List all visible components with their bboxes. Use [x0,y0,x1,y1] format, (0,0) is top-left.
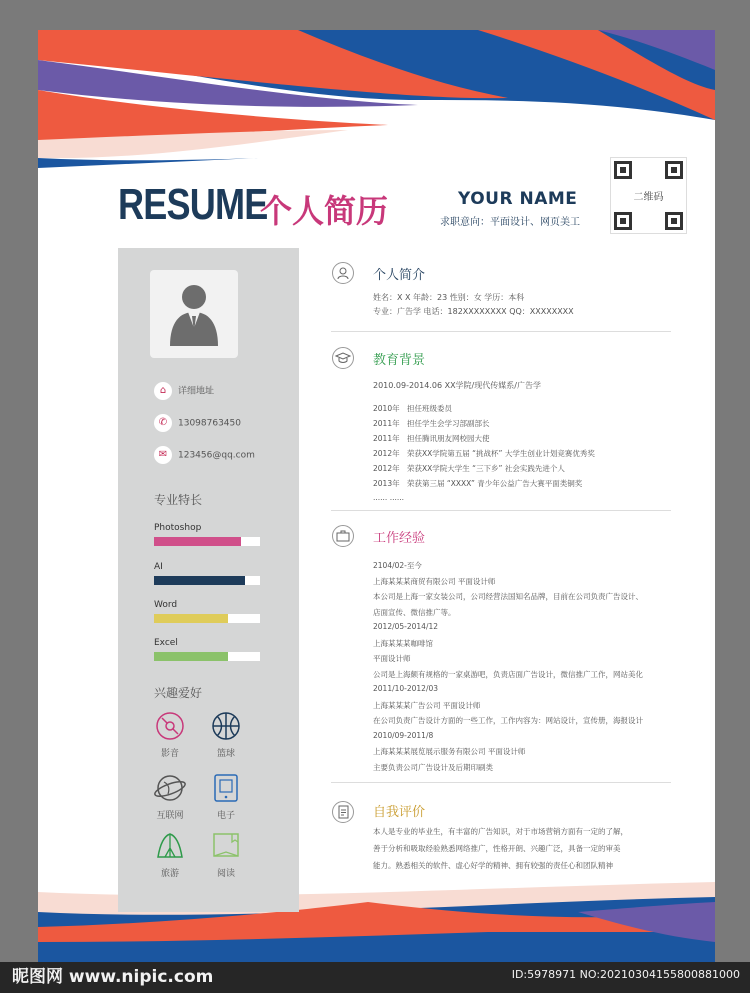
work-line: 2011/10-2012/03 [373,684,439,693]
work-line: 2104/02-至今 [373,561,422,570]
skill-ai: AI [154,562,260,585]
sidebar [118,248,299,912]
hobby-basketball: 篮球 [206,710,246,759]
graduation-cap-icon [332,347,354,369]
work-title: 工作经验 [373,531,426,546]
resume-page [38,30,715,962]
intro-line-1: 姓名：X X 年龄：23 性别：女 学历：本科 [373,293,525,302]
user-icon [332,262,354,284]
work-line: 2012/05-2014/12 [373,622,439,631]
person-icon [150,270,238,358]
skill-bar [154,537,260,546]
education-period: 2010.09-2014.06 XX学院/现代传媒系/广告学 [373,381,541,390]
work-line: 公司是上海颇有规格的一家桌游吧，负责店面广告设计，微信推广工作，网站美化 [373,669,643,679]
education-item: 2012年 荣获XX学院大学生 “三下乡” 社会实践先进个人 [373,464,565,473]
self-line: 能力。熟悉相关的软件、虚心好学的精神、拥有较强的责任心和团队精神 [373,861,613,870]
hobby-electronics: 电子 [206,772,246,821]
tent-icon [154,830,186,862]
avatar [150,270,238,358]
hobby-internet: 互联网 [150,772,190,821]
divider [331,331,671,332]
skill-bar [154,576,260,585]
hobby-media: 影音 [150,710,190,759]
home-icon: ⌂ [154,382,172,400]
education-item: 2010年 担任班级委员 [373,404,452,413]
candidate-name: YOUR NAME [458,189,578,209]
education-item: 2012年 荣获XX学院第五届 “挑战杯” 大学生创业计划竞赛优秀奖 [373,449,595,458]
qr-code [610,157,687,234]
resume-title-cn: 个人简历 [260,192,389,230]
work-line: 平面设计师 [373,654,411,663]
skills-heading: 专业特长 [154,493,203,507]
education-item: 2011年 担任腾讯朋友网校园大使 [373,434,490,443]
self-line: 善于分析和吸取经验熟悉网络推广，性格开朗、兴趣广泛，具备一定的审美 [373,844,621,853]
work-line: 上海某某某广告公司 平面设计师 [373,700,481,710]
contact-email: ✉ 123456@qq.com [154,446,255,464]
skill-excel: Excel [154,638,260,661]
hobby-reading: 阅读 [206,830,246,879]
resume-title: RESUME [118,180,268,229]
work-line: 上海某某某展览展示服务有限公司 平面设计师 [373,747,526,756]
work-line: 上海某某某咖啡馆 [373,638,433,648]
job-intent: 求职意向：平面设计、网页美工 [440,217,580,228]
work-line: 上海某某某商贸有限公司 平面设计师 [373,576,496,586]
watermark-id: ID:5978971 NO:20210304155800881000 [511,968,740,981]
skill-photoshop: Photoshop [154,523,260,546]
work-line: 主要负责公司广告设计及后期印刷类 [373,762,493,772]
skill-bar [154,652,260,661]
intro-title: 个人简介 [373,268,426,283]
education-item: 2013年 荣获第三届 “XXXX” 青少年公益广告大赛平面类铜奖 [373,479,583,488]
document-icon [332,801,354,823]
skill-bar-fill [154,652,228,661]
disc-icon [154,710,186,742]
book-icon [210,830,242,862]
education-title: 教育背景 [373,353,426,368]
basketball-icon [210,710,242,742]
mail-icon: ✉ [154,446,172,464]
phone-icon: ✆ [154,414,172,432]
watermark-logo: 昵图网 www.nipic.com [12,967,214,987]
skill-word: Word [154,600,260,623]
work-line: 店面宣传、微信推广等。 [373,607,456,617]
globe-icon [154,772,186,804]
divider [331,510,671,511]
skill-bar [154,614,260,623]
contact-address: ⌂ 详细地址 [154,382,214,400]
phone-icon [210,772,242,804]
qr-code-label: 二维码 [633,192,664,203]
education-ellipsis: ...... ...... [373,493,404,502]
contact-phone: ✆ 13098763450 [154,414,241,432]
briefcase-icon [332,525,354,547]
work-line: 在公司负责广告设计方面的一些工作，工作内容为：网站设计，宣传册，海报设计 [373,716,643,725]
education-item: 2011年 担任学生会学习部副部长 [373,419,490,428]
skill-bar-fill [154,614,228,623]
self-title: 自我评价 [373,805,426,820]
self-line: 本人是专业的毕业生，有丰富的广告知识，对于市场营销方面有一定的了解， [373,827,628,836]
work-line: 本公司是上海一家女装公司，公司经营法国知名品牌，目前在公司负责广告设计、 [373,592,643,601]
intro-line-2: 专业：广告学 电话：182XXXXXXXX QQ：XXXXXXXX [373,307,574,316]
skill-bar-fill [154,537,241,546]
hobbies-heading: 兴趣爱好 [154,686,203,700]
skill-bar-fill [154,576,245,585]
hobby-travel: 旅游 [150,830,190,879]
divider [331,782,671,783]
work-line: 2010/09-2011/8 [373,730,434,740]
